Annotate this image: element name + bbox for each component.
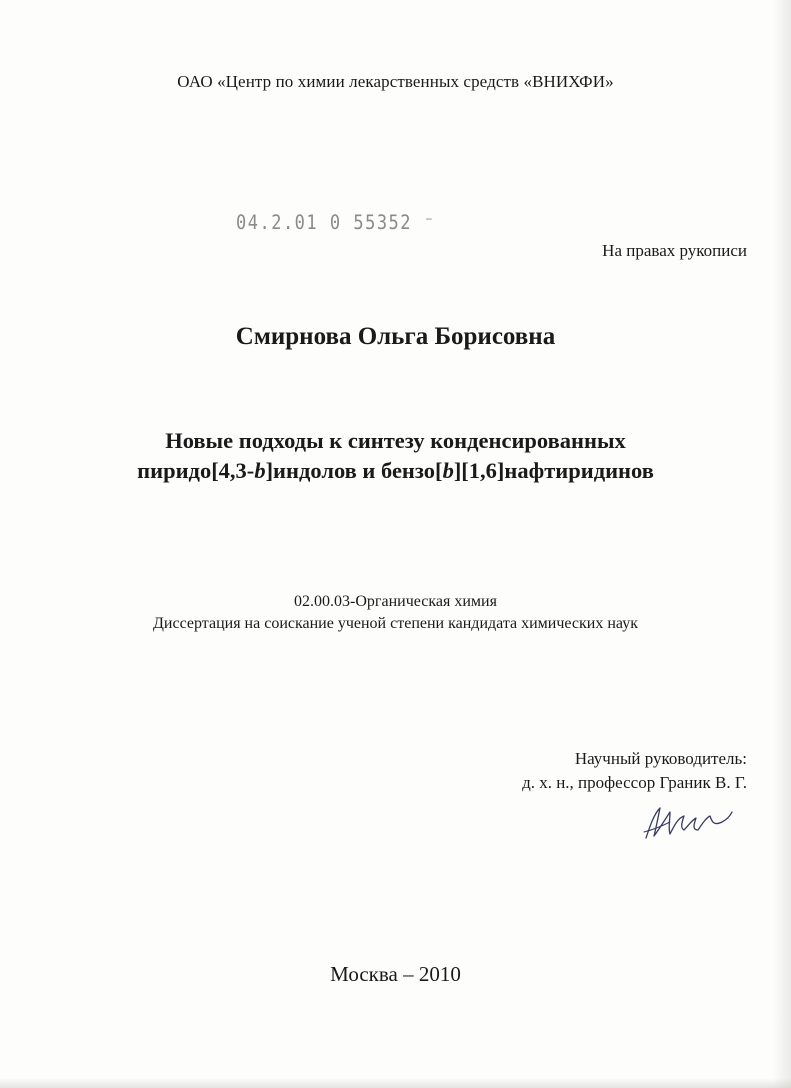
supervisor-label: Научный руководитель: [574,749,747,768]
title-line-1: Новые подходы к синтезу конденсированных [165,428,626,453]
scan-shadow-bottom [0,1078,791,1088]
supervisor-name: д. х. н., профессор Граник В. Г. [522,773,747,792]
supervisor-block [522,747,747,795]
title-line-2 [0,456,791,486]
handwritten-signature [640,802,735,842]
title-line-2-part-3: ][1,6]нафтиридинов [453,458,654,483]
title-line-2-italic-2: b [442,458,454,483]
author-name: Смирнова Ольга Борисовна [235,323,556,350]
dissertation-title [0,426,791,486]
degree-note: Диссертация на соискание ученой степени кандидата химических наук [153,615,638,632]
scan-shadow-right [773,0,791,1088]
signature-stroke [646,808,732,838]
organization-name: ОАО «Центр по химии лекарственных средств «ВНИХФИ» [177,72,614,91]
city-year: Москва – 2010 [330,962,461,986]
specialty-code: 02.00.03-Органическая химия [294,593,497,610]
title-line-2-italic-1: b [254,458,266,483]
specialty-block [0,591,791,635]
archive-stamp: 04.2.01 0 55352 ⁻ [236,211,436,235]
title-line-2-part-2: ]индолов и бензо[ [265,458,443,483]
title-line-2-part-1: пиридо[4,3- [137,458,255,483]
rights-note: На правах рукописи [602,241,747,260]
